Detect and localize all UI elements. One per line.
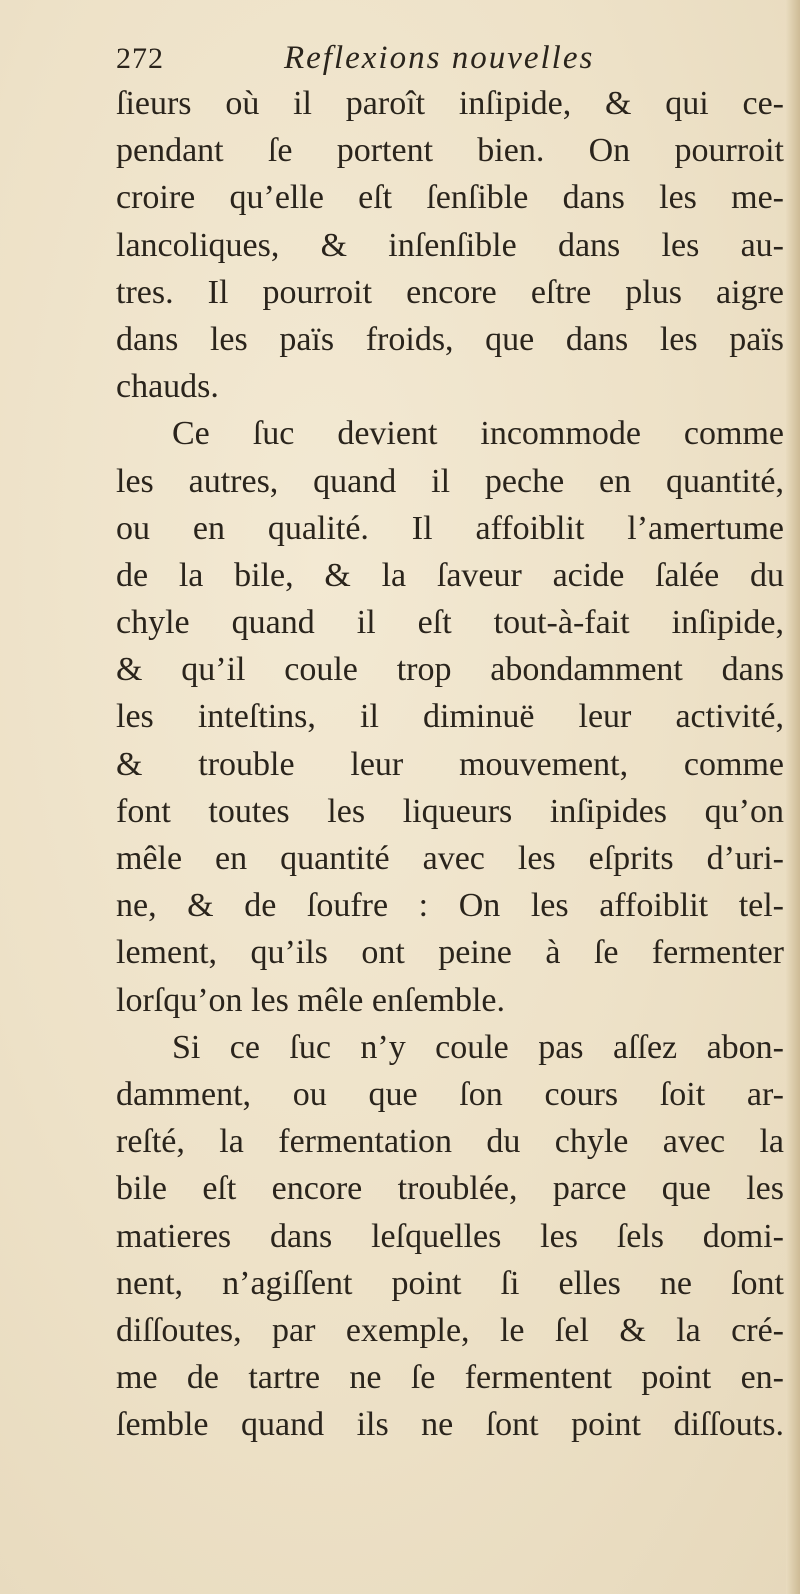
page-number: 272 <box>116 42 164 75</box>
text-line: chyle quand il eſt tout-à-fait inſipide, <box>116 604 784 642</box>
text-line: & trouble leur mouvement, comme <box>116 745 784 783</box>
text-line: ſemble quand ils ne ſont point diſſouts. <box>116 1406 784 1444</box>
text-line: ne, & de ſoufre : On les affoiblit tel- <box>116 887 784 925</box>
text-line: bile eſt encore troublée, parce que les <box>116 1170 784 1208</box>
text-line: & qu’il coule trop abondamment dans <box>116 651 784 689</box>
text-line: les autres, quand il peche en quantité, <box>116 462 784 500</box>
paragraph-start-line: Ce ſuc devient incommode comme <box>172 415 784 453</box>
text-line: de la bile, & la ſaveur acide ſalée du <box>116 556 784 594</box>
text-line: pendant ſe portent bien. On pourroit <box>116 132 784 170</box>
text-line: lancoliques, & inſenſible dans les au- <box>116 226 784 264</box>
text-line: lement, qu’ils ont peine à ſe fermenter <box>116 934 784 972</box>
text-line: matieres dans leſquelles les ſels domi- <box>116 1217 784 1255</box>
text-line: les inteſtins, il diminuë leur activité, <box>116 698 784 736</box>
text-line: dans les païs froids, que dans les païs <box>116 320 784 358</box>
page-edge <box>786 0 800 1594</box>
text-line: diſſoutes, par exemple, le ſel & la cré- <box>116 1311 784 1349</box>
body-text <box>116 80 784 1448</box>
paragraph-start-line: Si ce ſuc n’y coule pas aſſez abon- <box>172 1028 784 1066</box>
text-line: reſté, la fermentation du chyle avec la <box>116 1123 784 1161</box>
running-title: Reflexions nouvelles <box>284 40 595 76</box>
text-line: ſieurs où il paroît inſipide, & qui ce- <box>116 85 784 122</box>
text-line: croire qu’elle eſt ſenſible dans les me- <box>116 179 784 217</box>
text-line: mêle en quantité avec les eſprits d’uri- <box>116 840 784 877</box>
text-line: tres. Il pourroit encore eſtre plus aigre <box>116 273 784 311</box>
text-line: me de tartre ne ſe fermentent point en- <box>116 1359 784 1397</box>
text-line: lorſqu’on les mêle enſemble. <box>116 981 505 1019</box>
page-header <box>116 40 756 84</box>
text-line: nent, n’agiſſent point ſi elles ne ſont <box>116 1264 784 1302</box>
text-line: damment, ou que ſon cours ſoit ar- <box>116 1075 784 1113</box>
text-line: ou en qualité. Il affoiblit l’amertume <box>116 509 784 547</box>
text-line: chauds. <box>116 368 219 406</box>
text-line: font toutes les liqueurs inſipides qu’on <box>116 792 784 830</box>
